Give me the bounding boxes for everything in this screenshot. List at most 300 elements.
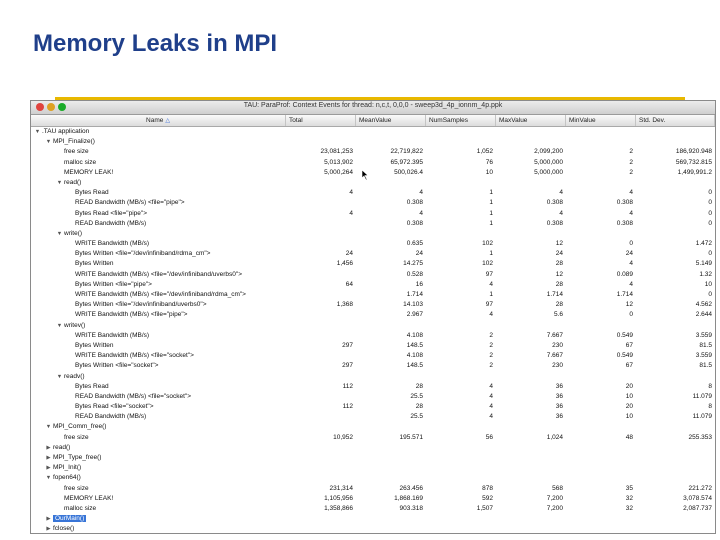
column-header-num-samples[interactable]: NumSamples [426, 115, 496, 126]
cell-total [286, 524, 356, 534]
cell-mean-value: 0.528 [406, 270, 423, 278]
cell-num-samples: 1,507 [476, 504, 493, 512]
cell-max-value [496, 229, 566, 239]
event-name-label: WRITE Bandwidth (MB/s) <file="/dev/infiniband/uverbs0"> [75, 270, 243, 278]
event-name-cell[interactable] [31, 504, 286, 514]
cell-std-dev: 81.5 [699, 341, 712, 349]
cell-std-dev: 0 [708, 250, 712, 258]
cell-mean-value: 65,972.395 [390, 158, 423, 166]
cell-mean-value [356, 372, 426, 382]
table-row[interactable] [31, 494, 715, 504]
cell-max-value: 28 [555, 260, 563, 268]
cell-max-value: 7.667 [546, 352, 563, 360]
event-name-label: Bytes Read [75, 189, 109, 197]
cell-std-dev [636, 127, 715, 137]
cell-num-samples: 56 [485, 433, 493, 441]
event-name-cell[interactable] [31, 484, 286, 494]
cell-std-dev [636, 443, 715, 453]
cell-total [286, 473, 356, 483]
cell-max-value [496, 524, 566, 534]
cell-num-samples: 102 [482, 240, 493, 248]
table-row[interactable] [31, 351, 715, 361]
cell-mean-value: 1.714 [406, 291, 423, 298]
cell-max-value: 4 [559, 189, 563, 197]
event-name-cell[interactable] [31, 219, 286, 229]
cell-std-dev: 1,499,991.2 [677, 168, 712, 176]
event-name-label: fopen64() [53, 474, 81, 482]
cell-std-dev [636, 422, 715, 432]
event-name-cell[interactable] [31, 402, 286, 412]
event-name-cell[interactable] [31, 453, 286, 463]
table-row[interactable] [31, 158, 715, 168]
cell-min-value [566, 443, 636, 453]
cell-total: 1,105,956 [324, 494, 353, 502]
cell-min-value: 0 [629, 311, 633, 319]
event-name-cell[interactable] [31, 127, 286, 137]
cell-min-value: 1.714 [616, 291, 633, 298]
cell-std-dev: 8 [708, 382, 712, 390]
table-row[interactable] [31, 473, 715, 483]
cell-std-dev: 3.559 [695, 331, 712, 339]
cell-total: 5,000,264 [324, 168, 353, 176]
sort-ascending-icon: △ [165, 118, 170, 124]
event-name-cell[interactable] [31, 514, 286, 524]
event-name-cell[interactable] [31, 321, 286, 331]
cell-std-dev [636, 463, 715, 473]
event-name-cell[interactable] [31, 382, 286, 392]
collapsed-triangle-icon[interactable]: ▶ [46, 444, 51, 451]
event-name-label: Bytes Written [75, 341, 114, 349]
expanded-triangle-icon[interactable]: ▼ [56, 230, 63, 237]
table-row[interactable] [31, 372, 715, 382]
cell-mean-value [356, 473, 426, 483]
cell-num-samples: 1 [489, 250, 493, 258]
event-name-cell[interactable] [31, 300, 286, 310]
table-row[interactable] [31, 453, 715, 463]
column-header-min-value[interactable]: MinValue [566, 115, 636, 126]
cell-min-value [566, 453, 636, 463]
event-name-cell[interactable] [31, 392, 286, 402]
event-name-cell[interactable] [31, 178, 286, 188]
table-row[interactable] [31, 402, 715, 412]
table-row[interactable] [31, 443, 715, 453]
table-row[interactable] [31, 168, 715, 178]
cell-max-value [496, 422, 566, 432]
cell-total: 297 [342, 362, 353, 370]
table-row[interactable] [31, 524, 715, 534]
cell-num-samples: 97 [485, 270, 493, 278]
expanded-triangle-icon[interactable]: ▼ [45, 424, 52, 431]
table-row[interactable] [31, 412, 715, 422]
cell-mean-value: 148.5 [406, 362, 423, 370]
cell-num-samples: 4 [489, 280, 493, 288]
cell-total [286, 219, 356, 229]
column-header-name[interactable] [31, 115, 286, 126]
cell-max-value: 7,200 [546, 494, 563, 502]
cell-min-value: 67 [625, 362, 633, 370]
cell-std-dev: 221.272 [688, 484, 712, 492]
cell-total [286, 239, 356, 249]
table-row[interactable] [31, 331, 715, 341]
event-name-cell[interactable] [31, 341, 286, 351]
cell-max-value: 2,099,200 [534, 148, 563, 156]
cell-max-value: 230 [552, 341, 563, 349]
event-tree-table [31, 127, 715, 534]
event-name-cell[interactable] [31, 433, 286, 443]
cell-num-samples: 4 [489, 382, 493, 390]
cell-std-dev: 0 [708, 189, 712, 197]
cell-max-value [496, 127, 566, 137]
event-name-cell[interactable] [31, 147, 286, 157]
cell-max-value [496, 137, 566, 147]
cell-min-value: 0.549 [616, 331, 633, 339]
cell-mean-value: 16 [415, 280, 423, 288]
cell-total [286, 331, 356, 341]
table-row[interactable] [31, 392, 715, 402]
cell-std-dev: 1.472 [695, 240, 712, 248]
table-row[interactable] [31, 280, 715, 290]
cell-std-dev [636, 372, 715, 382]
event-name-cell[interactable] [31, 280, 286, 290]
cell-max-value [496, 443, 566, 453]
table-row[interactable] [31, 463, 715, 473]
collapsed-triangle-icon[interactable]: ▶ [46, 526, 51, 533]
event-name-label: MPI_Init() [53, 464, 82, 472]
cell-mean-value: 25.5 [410, 413, 423, 421]
cell-num-samples: 4 [489, 403, 493, 411]
cell-mean-value: 148.5 [406, 341, 423, 349]
cell-mean-value: 0.635 [406, 240, 423, 248]
cell-mean-value: 195.571 [399, 433, 423, 441]
event-name-label: MPI_Finalize() [53, 138, 95, 146]
cell-std-dev: 3,078.574 [683, 494, 712, 502]
cell-max-value [496, 514, 566, 524]
event-name-cell[interactable] [31, 209, 286, 219]
cell-num-samples [426, 463, 496, 473]
cell-min-value: 0.089 [616, 270, 633, 278]
expanded-triangle-icon[interactable]: ▼ [56, 179, 63, 186]
cell-total: 231,314 [329, 484, 353, 492]
event-name-cell[interactable] [31, 422, 286, 432]
event-name-cell[interactable] [31, 158, 286, 168]
cell-std-dev: 0 [708, 219, 712, 227]
cell-mean-value [356, 524, 426, 534]
table-row[interactable] [31, 209, 715, 219]
window-titlebar[interactable] [31, 101, 715, 115]
cell-max-value [496, 453, 566, 463]
table-row[interactable] [31, 178, 715, 188]
event-name-label: Bytes Written <file="/dev/infiniband/rdma_cm"> [75, 250, 211, 258]
event-name-cell[interactable] [31, 372, 286, 382]
cell-mean-value: 24 [415, 250, 423, 258]
event-name-cell[interactable] [31, 310, 286, 320]
cell-total: 23,081,253 [320, 148, 353, 156]
cell-std-dev: 10 [704, 280, 712, 288]
event-name-label: READ Bandwidth (MB/s) [75, 219, 147, 227]
cell-num-samples [426, 443, 496, 453]
event-name-label: WRITE Bandwidth (MB/s) [75, 240, 150, 248]
column-header-total[interactable]: Total [286, 115, 356, 126]
cell-total: 5,013,902 [324, 158, 353, 166]
window-title: TAU: ParaProf: Context Events for thread: n,c,t, 0,0,0 - sweep3d_4p_ionnm_4p.ppk [243, 102, 503, 109]
event-name-label: free size [64, 433, 89, 441]
cell-total [286, 178, 356, 188]
cell-min-value: 10 [625, 392, 633, 400]
table-row[interactable] [31, 198, 715, 208]
cell-min-value: 4 [629, 209, 633, 217]
expanded-triangle-icon[interactable]: ▼ [34, 129, 41, 135]
event-name-cell[interactable] [31, 443, 286, 453]
event-name-label: fclose() [53, 525, 75, 533]
cell-max-value: 36 [555, 403, 563, 411]
cell-min-value: 0.308 [616, 219, 633, 227]
cell-total [286, 372, 356, 382]
event-name-label: Bytes Written <file="/dev/infiniband/uverbs0"> [75, 301, 207, 309]
cell-max-value: 4 [559, 209, 563, 217]
event-name-cell[interactable] [31, 524, 286, 534]
expanded-triangle-icon[interactable]: ▼ [45, 475, 52, 482]
cell-total [286, 412, 356, 422]
cell-max-value [496, 321, 566, 331]
cell-total [286, 443, 356, 453]
cell-max-value: 5,000,000 [534, 168, 563, 176]
event-name-label: WRITE Bandwidth (MB/s) <file="socket"> [75, 352, 194, 360]
event-name-label: MEMORY LEAK! [64, 168, 114, 176]
event-name-cell[interactable] [31, 188, 286, 198]
table-row[interactable] [31, 310, 715, 320]
cell-min-value: 48 [625, 433, 633, 441]
event-name-label: .TAU application [42, 128, 90, 135]
table-row[interactable] [31, 341, 715, 351]
cell-num-samples [426, 473, 496, 483]
cell-max-value [496, 372, 566, 382]
cell-std-dev: 81.5 [699, 362, 712, 370]
event-name-cell[interactable] [31, 239, 286, 249]
event-name-cell[interactable] [31, 361, 286, 371]
cell-mean-value [356, 229, 426, 239]
cell-num-samples [426, 453, 496, 463]
event-name-label: writev() [64, 321, 86, 329]
cell-mean-value: 1,868.169 [394, 494, 423, 502]
cell-mean-value [356, 137, 426, 147]
cell-max-value: 24 [555, 250, 563, 258]
event-name-cell[interactable] [31, 494, 286, 504]
table-row[interactable] [31, 249, 715, 259]
cell-min-value: 0.549 [616, 352, 633, 360]
cell-num-samples: 2 [489, 331, 493, 339]
cell-mean-value: 263.456 [399, 484, 423, 492]
cell-std-dev: 4.562 [695, 301, 712, 309]
event-name-label: READ Bandwidth (MB/s) <file="pipe"> [75, 199, 185, 207]
paraprof-window [30, 100, 716, 534]
cell-num-samples: 97 [485, 301, 493, 309]
cell-mean-value: 4 [419, 209, 423, 217]
cell-min-value [566, 178, 636, 188]
event-name-cell[interactable] [31, 351, 286, 361]
cell-max-value: 36 [555, 413, 563, 421]
cell-num-samples: 4 [489, 392, 493, 400]
column-header-mean-value[interactable]: MeanValue [356, 115, 426, 126]
cell-std-dev: 0 [708, 209, 712, 217]
cell-total [286, 290, 356, 300]
cell-total: 1,358,866 [324, 504, 353, 512]
cell-max-value: 1,024 [546, 433, 563, 441]
cell-total: 112 [342, 382, 353, 390]
cell-mean-value: 4.108 [406, 331, 423, 339]
table-row[interactable] [31, 239, 715, 249]
table-row[interactable] [31, 147, 715, 157]
cell-max-value: 28 [555, 301, 563, 309]
event-name-label: read() [64, 178, 82, 186]
cell-num-samples: 10 [485, 168, 493, 176]
table-row[interactable] [31, 433, 715, 443]
cell-max-value [496, 463, 566, 473]
event-name-label: Bytes Written <file="socket"> [75, 362, 159, 370]
cell-min-value: 2 [629, 168, 633, 176]
mouse-pointer-icon [362, 170, 370, 180]
table-row[interactable] [31, 484, 715, 494]
cell-total: 1,456 [336, 260, 353, 268]
cell-total [286, 351, 356, 361]
table-row[interactable] [31, 382, 715, 392]
event-name-cell[interactable] [31, 463, 286, 473]
event-name-label: READ Bandwidth (MB/s) [75, 413, 147, 421]
column-header-max-value[interactable]: MaxValue [496, 115, 566, 126]
cell-std-dev [636, 321, 715, 331]
event-name-label: Bytes Read [75, 382, 109, 390]
event-name-label: read() [53, 443, 71, 451]
cell-std-dev: 8 [708, 403, 712, 411]
expanded-triangle-icon[interactable]: ▼ [45, 139, 52, 146]
event-name-label: READ Bandwidth (MB/s) <file="socket"> [75, 392, 192, 400]
column-header-label: Name [146, 117, 164, 124]
cell-total: 297 [342, 341, 353, 349]
event-name-cell[interactable] [31, 249, 286, 259]
cell-max-value: 5.6 [553, 311, 563, 319]
cell-max-value: 36 [555, 382, 563, 390]
cell-num-samples: 2 [489, 352, 493, 360]
cell-max-value: 0.308 [546, 199, 563, 207]
table-row[interactable] [31, 219, 715, 229]
cell-num-samples [426, 321, 496, 331]
cell-max-value: 230 [552, 362, 563, 370]
cell-std-dev [636, 178, 715, 188]
cell-min-value: 4 [629, 280, 633, 288]
event-name-label: Bytes Read <file="pipe"> [75, 209, 148, 217]
cell-min-value [566, 473, 636, 483]
cell-total: 112 [342, 403, 353, 411]
expanded-triangle-icon[interactable]: ▼ [56, 373, 63, 380]
event-name-cell[interactable] [31, 259, 286, 269]
cell-std-dev: 186,920.948 [675, 148, 712, 156]
cell-std-dev [636, 524, 715, 534]
event-name-cell[interactable] [31, 229, 286, 239]
table-row[interactable] [31, 259, 715, 269]
table-row[interactable] [31, 137, 715, 147]
cell-std-dev: 0 [708, 199, 712, 207]
table-row[interactable] [31, 127, 715, 137]
cell-mean-value: 500,026.4 [394, 168, 423, 176]
cell-min-value: 32 [625, 494, 633, 502]
cell-min-value [566, 229, 636, 239]
cell-mean-value [356, 463, 426, 473]
event-name-cell[interactable] [31, 473, 286, 483]
collapsed-triangle-icon[interactable]: ▶ [46, 516, 51, 523]
cell-min-value: 2 [629, 158, 633, 166]
event-name-cell[interactable] [31, 198, 286, 208]
cell-mean-value: 4 [419, 189, 423, 197]
table-row[interactable] [31, 361, 715, 371]
cell-num-samples: 4 [489, 413, 493, 421]
cell-mean-value: 0.308 [406, 199, 423, 207]
cell-std-dev: 2.644 [695, 311, 712, 319]
cell-total: 64 [345, 280, 353, 288]
slide-title: Memory Leaks in MPI [33, 30, 278, 57]
collapsed-triangle-icon[interactable]: ▶ [46, 455, 51, 461]
cell-num-samples [426, 127, 496, 137]
column-header-std-dev[interactable]: Std. Dev. [636, 115, 715, 126]
cell-max-value: 568 [552, 484, 563, 492]
cell-std-dev: 569,732.815 [675, 158, 712, 166]
event-name-cell[interactable] [31, 137, 286, 147]
cell-mean-value: 2.967 [406, 311, 423, 319]
table-row[interactable] [31, 270, 715, 280]
cell-total [286, 270, 356, 280]
cell-max-value [496, 473, 566, 483]
cell-mean-value: 0.308 [406, 219, 423, 227]
table-row[interactable] [31, 300, 715, 310]
expanded-triangle-icon[interactable]: ▼ [56, 322, 63, 329]
event-name-cell[interactable] [31, 168, 286, 178]
cell-std-dev [636, 453, 715, 463]
event-name-cell[interactable] [31, 331, 286, 341]
cell-num-samples: 1,052 [476, 148, 493, 156]
cell-max-value: 7,200 [546, 504, 563, 512]
event-name-label: WRITE Bandwidth (MB/s) <file="pipe"> [75, 311, 188, 319]
event-name-label: write() [64, 229, 83, 237]
table-row[interactable] [31, 290, 715, 300]
event-name-label: Bytes Written [75, 260, 114, 268]
cell-mean-value [356, 422, 426, 432]
event-name-cell[interactable] [31, 290, 286, 300]
cell-mean-value: 903.318 [399, 504, 423, 512]
event-name-cell[interactable] [31, 270, 286, 280]
event-name-label: MEMORY LEAK! [64, 494, 114, 502]
cell-total: 1,368 [336, 301, 353, 309]
collapsed-triangle-icon[interactable]: ▶ [46, 465, 51, 472]
cell-min-value: 0 [629, 240, 633, 248]
table-row[interactable] [31, 422, 715, 432]
cell-num-samples [426, 422, 496, 432]
cell-min-value [566, 127, 636, 137]
cell-min-value [566, 422, 636, 432]
cell-num-samples [426, 524, 496, 534]
event-name-cell[interactable] [31, 412, 286, 422]
cell-std-dev [636, 137, 715, 147]
event-name-label: Bytes Read <file="socket"> [75, 403, 154, 411]
cell-total [286, 453, 356, 463]
table-row[interactable] [31, 514, 715, 524]
cell-num-samples: 4 [489, 311, 493, 319]
table-row[interactable] [31, 504, 715, 514]
cell-min-value: 20 [625, 403, 633, 411]
cell-min-value: 4 [629, 260, 633, 268]
table-row[interactable] [31, 321, 715, 331]
cell-std-dev: 3.559 [695, 352, 712, 360]
table-row[interactable] [31, 229, 715, 239]
cell-total: 10,952 [333, 433, 353, 441]
table-row[interactable] [31, 188, 715, 198]
